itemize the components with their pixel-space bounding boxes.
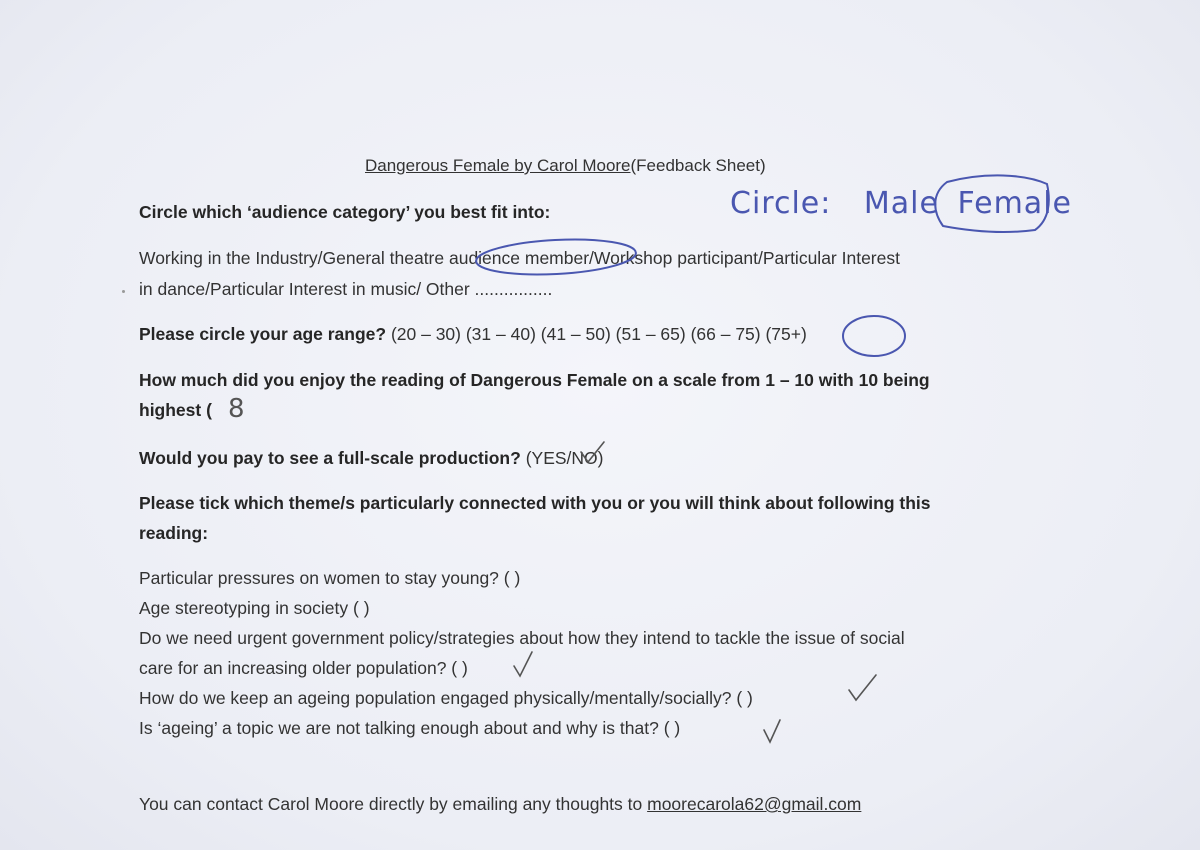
contact-email-link[interactable]: moorecarola62@gmail.com [647,794,862,814]
age-circle-mark [836,310,914,362]
production-line [139,448,603,469]
production-question: Would you pay to see a full-scale production? [139,448,521,468]
production-options: (YES/NO) [525,448,604,468]
enjoy-answer: 8 [228,394,245,424]
theme-item: How do we keep an ageing population engaged physically/mentally/socially? ( ) [139,688,753,708]
audience-question: Circle which ‘audience category’ you best fit into: [139,202,551,222]
theme-tick-mark [846,672,880,704]
audience-options-line1: Working in the Industry/General theatre audience member/Workshop participant/Particular Interest [139,248,900,268]
theme-item: care for an increasing older population? ( ) [139,658,468,678]
handwritten-circle-label: Circle: [730,186,832,221]
theme-item: Age stereotyping in society ( ) [139,598,370,618]
title-suffix: (Feedback Sheet) [630,156,766,175]
theme-tick-mark [760,716,786,746]
enjoy-question-line2: highest ( [139,400,212,420]
handwritten-female: Female [957,186,1072,221]
yes-tick-path [581,442,604,462]
theme-tick-path [849,675,876,700]
age-line [139,324,807,345]
female-circle-path [935,175,1049,232]
age-question: Please circle your age range? [139,324,387,344]
page-title [365,156,766,176]
contact-text: You can contact Carol Moore directly by emailing any thoughts to [139,794,643,814]
enjoy-question-line1: How much did you enjoy the reading of Dangerous Female on a scale from 1 – 10 with 10 being [139,370,930,390]
handwritten-male: Male [863,186,939,221]
female-circle-mark [925,168,1055,240]
theme-tick-mark [510,650,536,680]
theme-item: Particular pressures on women to stay young? ( ) [139,568,521,588]
yes-tick-mark [578,440,608,466]
themes-question-line1: Please tick which theme/s particularly connected with you or you will think about following this [139,493,931,513]
title-main: Dangerous Female by Carol Moore [365,156,631,175]
age-circle-path [843,316,905,356]
audience-options-line2: in dance/Particular Interest in music/ Other ................ [139,279,553,299]
theme-tick-path [764,720,780,742]
theme-item: Is ‘ageing’ a topic we are not talking enough about and why is that? ( ) [139,718,681,738]
stray-dot [122,290,125,293]
audience-circle-mark [470,233,645,281]
themes-question-line2: reading: [139,523,209,543]
theme-item: Do we need urgent government policy/strategies about how they intend to tackle the issue of social [139,628,905,648]
audience-circle-path [475,236,637,278]
contact-line [139,794,861,815]
theme-tick-path [514,652,532,676]
age-ranges: (20 – 30) (31 – 40) (41 – 50) (51 – 65) (66 – 75) (75+) [390,324,807,344]
